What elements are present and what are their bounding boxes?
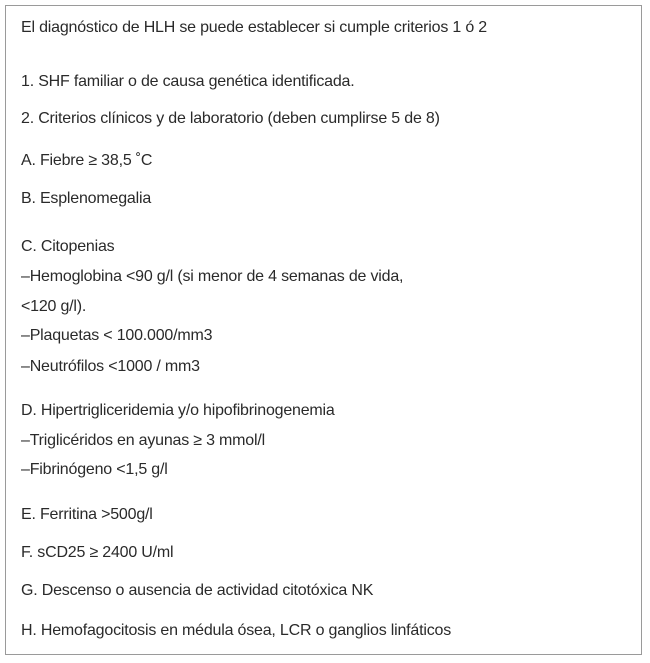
criterion-a: A. Fiebre ≥ 38,5 ˚C xyxy=(21,152,153,169)
criterion-f: F. sCD25 ≥ 2400 U/ml xyxy=(21,544,174,561)
intro-text: El diagnóstico de HLH se puede establecer si cumple criterios 1 ó 2 xyxy=(21,19,487,36)
criterion-c-hemoglobin: –Hemoglobina <90 g/l (si menor de 4 semanas de vida, xyxy=(21,268,404,285)
criterion-e: E. Ferritina >500g/l xyxy=(21,506,153,523)
criterion-g: G. Descenso o ausencia de actividad citotóxica NK xyxy=(21,582,374,599)
criterion-d-fibrinogen: –Fibrinógeno <1,5 g/l xyxy=(21,461,168,478)
criterion-c-hemoglobin-cont: <120 g/l). xyxy=(21,298,87,315)
criterion-c: C. Citopenias xyxy=(21,238,115,255)
criterion-d-triglycerides: –Triglicéridos en ayunas ≥ 3 mmol/l xyxy=(21,432,265,449)
criterion-2: 2. Criterios clínicos y de laboratorio (deben cumplirse 5 de 8) xyxy=(21,110,440,127)
criterion-1: 1. SHF familiar o de causa genética identificada. xyxy=(21,73,355,90)
criterion-d: D. Hipertrigliceridemia y/o hipofibrinogenemia xyxy=(21,402,335,419)
criterion-c-neutrophils: –Neutrófilos <1000 / mm3 xyxy=(21,358,200,375)
criterion-h: H. Hemofagocitosis en médula ósea, LCR o ganglios linfáticos xyxy=(21,622,452,639)
criterion-b: B. Esplenomegalia xyxy=(21,190,152,207)
criterion-c-platelets: –Plaquetas < 100.000/mm3 xyxy=(21,327,213,344)
